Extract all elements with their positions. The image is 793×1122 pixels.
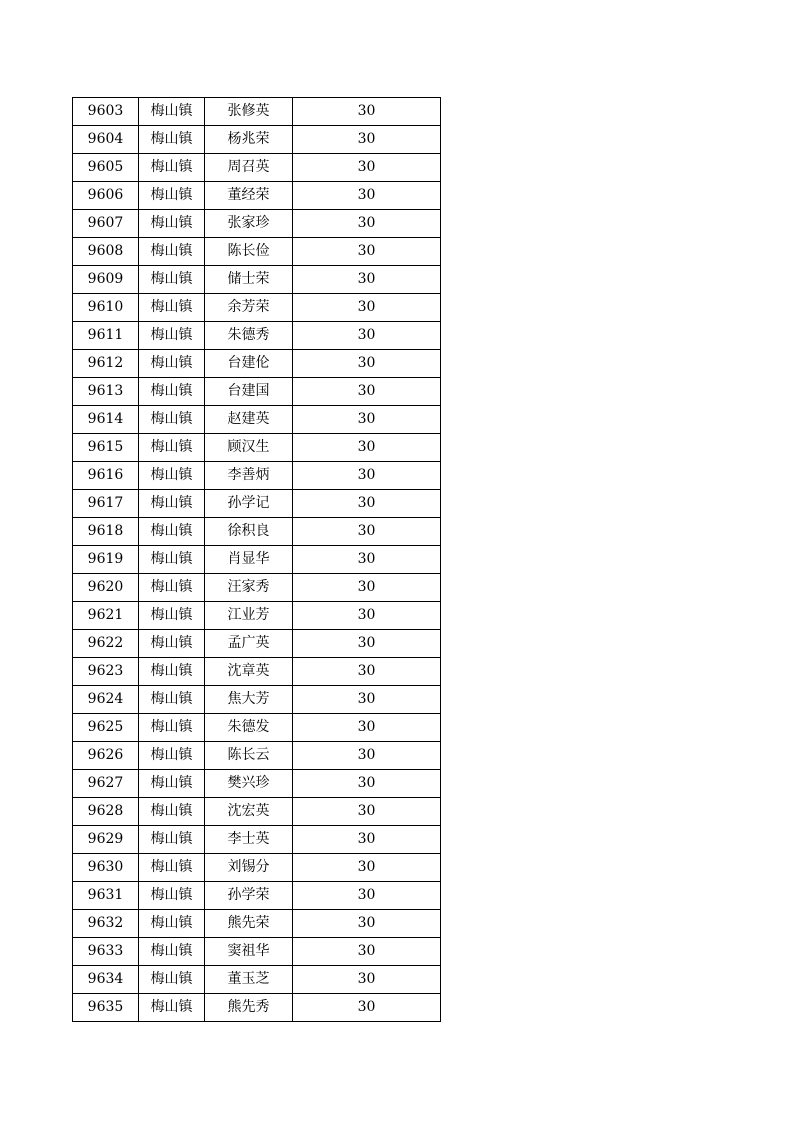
cell-id: 9629 bbox=[73, 826, 139, 854]
cell-name: 孙学荣 bbox=[205, 882, 293, 910]
cell-amount: 30 bbox=[293, 126, 441, 154]
cell-name: 李士英 bbox=[205, 826, 293, 854]
cell-amount: 30 bbox=[293, 210, 441, 238]
cell-town: 梅山镇 bbox=[139, 910, 205, 938]
table-row bbox=[73, 154, 441, 182]
cell-name: 台建伦 bbox=[205, 350, 293, 378]
cell-amount: 30 bbox=[293, 994, 441, 1022]
table-row bbox=[73, 378, 441, 406]
cell-name: 樊兴珍 bbox=[205, 770, 293, 798]
cell-name: 熊先秀 bbox=[205, 994, 293, 1022]
cell-amount: 30 bbox=[293, 518, 441, 546]
table-row bbox=[73, 770, 441, 798]
cell-id: 9626 bbox=[73, 742, 139, 770]
cell-town: 梅山镇 bbox=[139, 406, 205, 434]
cell-name: 杨兆荣 bbox=[205, 126, 293, 154]
cell-name: 窦祖华 bbox=[205, 938, 293, 966]
cell-id: 9632 bbox=[73, 910, 139, 938]
cell-amount: 30 bbox=[293, 154, 441, 182]
cell-amount: 30 bbox=[293, 602, 441, 630]
cell-amount: 30 bbox=[293, 630, 441, 658]
cell-name: 台建国 bbox=[205, 378, 293, 406]
table-row bbox=[73, 686, 441, 714]
cell-name: 董玉芝 bbox=[205, 966, 293, 994]
cell-name: 赵建英 bbox=[205, 406, 293, 434]
table-row bbox=[73, 546, 441, 574]
table-row bbox=[73, 966, 441, 994]
cell-name: 肖显华 bbox=[205, 546, 293, 574]
cell-id: 9606 bbox=[73, 182, 139, 210]
cell-amount: 30 bbox=[293, 378, 441, 406]
cell-town: 梅山镇 bbox=[139, 98, 205, 126]
cell-town: 梅山镇 bbox=[139, 462, 205, 490]
cell-town: 梅山镇 bbox=[139, 294, 205, 322]
cell-id: 9604 bbox=[73, 126, 139, 154]
cell-name: 刘锡分 bbox=[205, 854, 293, 882]
table-row bbox=[73, 98, 441, 126]
cell-name: 顾汉生 bbox=[205, 434, 293, 462]
table-body bbox=[73, 98, 441, 1022]
cell-town: 梅山镇 bbox=[139, 154, 205, 182]
cell-town: 梅山镇 bbox=[139, 546, 205, 574]
cell-name: 李善炳 bbox=[205, 462, 293, 490]
cell-id: 9630 bbox=[73, 854, 139, 882]
cell-amount: 30 bbox=[293, 322, 441, 350]
cell-name: 周召英 bbox=[205, 154, 293, 182]
cell-town: 梅山镇 bbox=[139, 434, 205, 462]
cell-name: 孟广英 bbox=[205, 630, 293, 658]
cell-id: 9603 bbox=[73, 98, 139, 126]
cell-name: 熊先荣 bbox=[205, 910, 293, 938]
table-row bbox=[73, 294, 441, 322]
table-row bbox=[73, 994, 441, 1022]
cell-amount: 30 bbox=[293, 350, 441, 378]
cell-town: 梅山镇 bbox=[139, 574, 205, 602]
cell-town: 梅山镇 bbox=[139, 798, 205, 826]
cell-town: 梅山镇 bbox=[139, 210, 205, 238]
cell-town: 梅山镇 bbox=[139, 686, 205, 714]
cell-id: 9620 bbox=[73, 574, 139, 602]
cell-id: 9610 bbox=[73, 294, 139, 322]
cell-name: 徐积良 bbox=[205, 518, 293, 546]
cell-id: 9621 bbox=[73, 602, 139, 630]
table-row bbox=[73, 742, 441, 770]
table-row bbox=[73, 126, 441, 154]
cell-id: 9628 bbox=[73, 798, 139, 826]
table-row bbox=[73, 658, 441, 686]
cell-id: 9607 bbox=[73, 210, 139, 238]
cell-town: 梅山镇 bbox=[139, 350, 205, 378]
table-row bbox=[73, 714, 441, 742]
table-row bbox=[73, 630, 441, 658]
cell-name: 江业芳 bbox=[205, 602, 293, 630]
cell-id: 9614 bbox=[73, 406, 139, 434]
cell-amount: 30 bbox=[293, 770, 441, 798]
table-row bbox=[73, 574, 441, 602]
cell-town: 梅山镇 bbox=[139, 938, 205, 966]
cell-id: 9633 bbox=[73, 938, 139, 966]
cell-id: 9631 bbox=[73, 882, 139, 910]
cell-name: 汪家秀 bbox=[205, 574, 293, 602]
cell-id: 9627 bbox=[73, 770, 139, 798]
cell-amount: 30 bbox=[293, 546, 441, 574]
cell-amount: 30 bbox=[293, 938, 441, 966]
cell-name: 焦大芳 bbox=[205, 686, 293, 714]
cell-name: 沈章英 bbox=[205, 658, 293, 686]
table-row bbox=[73, 434, 441, 462]
cell-amount: 30 bbox=[293, 742, 441, 770]
cell-amount: 30 bbox=[293, 686, 441, 714]
cell-id: 9609 bbox=[73, 266, 139, 294]
cell-town: 梅山镇 bbox=[139, 826, 205, 854]
cell-id: 9612 bbox=[73, 350, 139, 378]
table-row bbox=[73, 938, 441, 966]
table-row bbox=[73, 854, 441, 882]
cell-amount: 30 bbox=[293, 406, 441, 434]
cell-town: 梅山镇 bbox=[139, 490, 205, 518]
cell-name: 朱德发 bbox=[205, 714, 293, 742]
table-row bbox=[73, 490, 441, 518]
table-row bbox=[73, 266, 441, 294]
cell-town: 梅山镇 bbox=[139, 126, 205, 154]
cell-id: 9605 bbox=[73, 154, 139, 182]
cell-amount: 30 bbox=[293, 882, 441, 910]
table-row bbox=[73, 406, 441, 434]
cell-town: 梅山镇 bbox=[139, 182, 205, 210]
table-row bbox=[73, 798, 441, 826]
cell-amount: 30 bbox=[293, 798, 441, 826]
table-row bbox=[73, 350, 441, 378]
table-row bbox=[73, 882, 441, 910]
cell-name: 董经荣 bbox=[205, 182, 293, 210]
cell-id: 9611 bbox=[73, 322, 139, 350]
cell-town: 梅山镇 bbox=[139, 994, 205, 1022]
cell-town: 梅山镇 bbox=[139, 854, 205, 882]
cell-name: 孙学记 bbox=[205, 490, 293, 518]
cell-town: 梅山镇 bbox=[139, 966, 205, 994]
table-row bbox=[73, 238, 441, 266]
cell-id: 9616 bbox=[73, 462, 139, 490]
cell-id: 9622 bbox=[73, 630, 139, 658]
cell-name: 张修英 bbox=[205, 98, 293, 126]
cell-amount: 30 bbox=[293, 98, 441, 126]
cell-town: 梅山镇 bbox=[139, 322, 205, 350]
cell-name: 陈长俭 bbox=[205, 238, 293, 266]
table-row bbox=[73, 210, 441, 238]
cell-id: 9624 bbox=[73, 686, 139, 714]
cell-id: 9619 bbox=[73, 546, 139, 574]
cell-amount: 30 bbox=[293, 182, 441, 210]
table-row bbox=[73, 462, 441, 490]
cell-name: 沈宏英 bbox=[205, 798, 293, 826]
cell-id: 9635 bbox=[73, 994, 139, 1022]
table-row bbox=[73, 826, 441, 854]
cell-amount: 30 bbox=[293, 826, 441, 854]
cell-amount: 30 bbox=[293, 910, 441, 938]
cell-amount: 30 bbox=[293, 854, 441, 882]
cell-town: 梅山镇 bbox=[139, 658, 205, 686]
cell-amount: 30 bbox=[293, 574, 441, 602]
cell-id: 9634 bbox=[73, 966, 139, 994]
cell-id: 9625 bbox=[73, 714, 139, 742]
cell-amount: 30 bbox=[293, 714, 441, 742]
cell-amount: 30 bbox=[293, 266, 441, 294]
cell-town: 梅山镇 bbox=[139, 630, 205, 658]
cell-name: 陈长云 bbox=[205, 742, 293, 770]
cell-id: 9608 bbox=[73, 238, 139, 266]
cell-name: 余芳荣 bbox=[205, 294, 293, 322]
cell-amount: 30 bbox=[293, 966, 441, 994]
cell-id: 9623 bbox=[73, 658, 139, 686]
cell-town: 梅山镇 bbox=[139, 770, 205, 798]
cell-amount: 30 bbox=[293, 462, 441, 490]
table-row bbox=[73, 602, 441, 630]
cell-town: 梅山镇 bbox=[139, 238, 205, 266]
cell-amount: 30 bbox=[293, 294, 441, 322]
table-row bbox=[73, 322, 441, 350]
cell-town: 梅山镇 bbox=[139, 602, 205, 630]
cell-town: 梅山镇 bbox=[139, 742, 205, 770]
cell-town: 梅山镇 bbox=[139, 882, 205, 910]
table-row bbox=[73, 182, 441, 210]
cell-town: 梅山镇 bbox=[139, 378, 205, 406]
table-row bbox=[73, 910, 441, 938]
cell-amount: 30 bbox=[293, 490, 441, 518]
cell-amount: 30 bbox=[293, 434, 441, 462]
cell-id: 9618 bbox=[73, 518, 139, 546]
cell-name: 朱德秀 bbox=[205, 322, 293, 350]
data-table bbox=[72, 97, 441, 1022]
cell-amount: 30 bbox=[293, 238, 441, 266]
cell-town: 梅山镇 bbox=[139, 518, 205, 546]
table-row bbox=[73, 518, 441, 546]
cell-name: 张家珍 bbox=[205, 210, 293, 238]
cell-id: 9613 bbox=[73, 378, 139, 406]
cell-name: 储士荣 bbox=[205, 266, 293, 294]
cell-amount: 30 bbox=[293, 658, 441, 686]
cell-id: 9615 bbox=[73, 434, 139, 462]
cell-id: 9617 bbox=[73, 490, 139, 518]
cell-town: 梅山镇 bbox=[139, 266, 205, 294]
cell-town: 梅山镇 bbox=[139, 714, 205, 742]
